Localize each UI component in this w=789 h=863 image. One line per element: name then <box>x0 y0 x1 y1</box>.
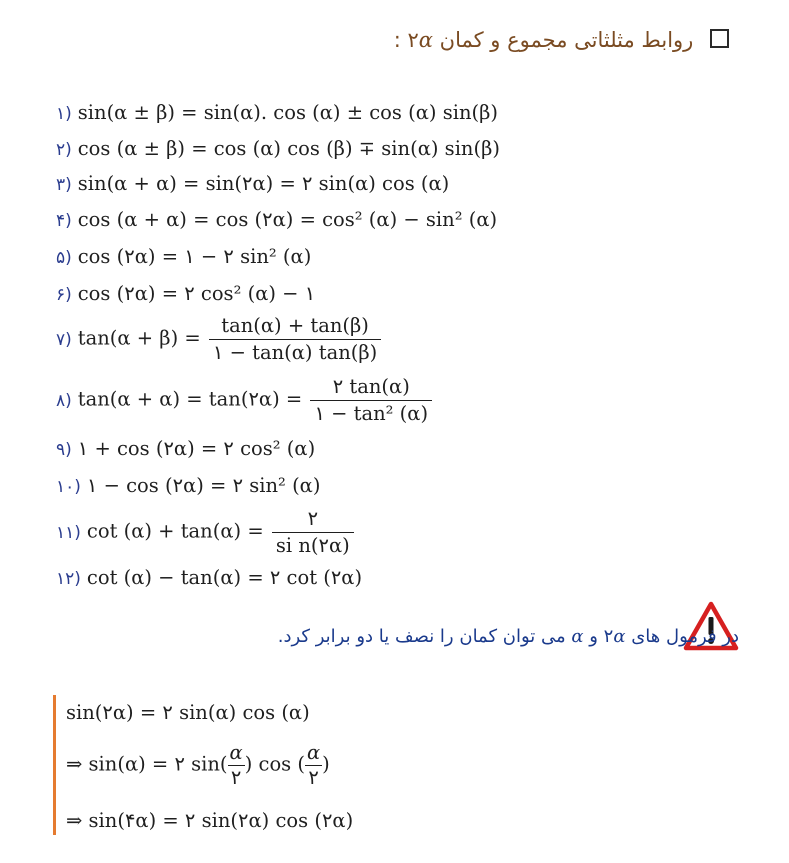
formula-text: cos (α + α) = cos (۲α) = cos² (α) − sin² (α) <box>77 208 498 231</box>
checkbox-bullet-icon <box>710 29 729 48</box>
formula-9 <box>56 439 315 459</box>
title-text: روابط مثلثاتی مجموع و کمان <box>439 28 694 52</box>
formula-text: cot (α) − tan(α) = ۲ cot (۲α) <box>86 566 363 589</box>
fraction-denominator: ۱ − tan(α) tan(β) <box>212 340 378 364</box>
note-alpha: α <box>571 626 584 647</box>
formula-number: ۷) <box>56 329 72 350</box>
formula-text: sin(α + α) = sin(۲α) = ۲ sin(α) cos (α) <box>77 172 450 195</box>
fraction <box>305 743 322 787</box>
fraction-numerator: ۲ tan(α) <box>310 377 432 401</box>
formula-lhs: cot (α) + tan(α) = <box>86 519 264 543</box>
title-colon: : <box>393 28 408 52</box>
derivation-part: ⇒ sin(α) = ۲ sin( <box>66 752 228 776</box>
formula-10 <box>56 476 320 496</box>
fraction-denominator: si n(۲α) <box>275 533 350 557</box>
formula-7 <box>56 316 383 362</box>
formula-number: ۶) <box>56 285 72 305</box>
derivation-line-2 <box>66 743 330 787</box>
formula-text: ۱ + cos (۲α) = ۲ cos² (α) <box>77 437 316 460</box>
fraction-numerator: α <box>307 741 321 764</box>
derivation-part: ) <box>322 752 330 776</box>
formula-3 <box>56 174 449 194</box>
note-part: در فرمول های <box>625 626 739 647</box>
fraction <box>310 377 432 423</box>
formula-1 <box>56 103 498 123</box>
formula-number: ۱) <box>56 104 72 124</box>
formula-6 <box>56 284 315 304</box>
page-title <box>394 28 729 52</box>
formula-text: cos (۲α) = ۲ cos² (α) − ۱ <box>77 282 316 305</box>
fraction-numerator: tan(α) + tan(β) <box>209 316 381 340</box>
formula-text: ۱ − cos (۲α) = ۲ sin² (α) <box>86 474 321 497</box>
formula-number: ۸) <box>56 390 72 411</box>
formula-2 <box>56 139 500 159</box>
formula-number: ۱۱) <box>56 522 81 543</box>
formula-text: cos (۲α) = ۱ − ۲ sin² (α) <box>77 245 312 268</box>
fraction <box>209 316 381 362</box>
formula-text: cos (α ± β) = cos (α) cos (β) ∓ sin(α) sin(β) <box>77 137 500 160</box>
formula-number: ۱۲) <box>56 569 81 589</box>
highlight-bar <box>53 695 56 835</box>
formula-number: ۲) <box>56 140 72 160</box>
fraction <box>228 743 245 787</box>
formula-12 <box>56 568 362 588</box>
fraction-denominator: ۲ <box>308 765 319 789</box>
formula-8 <box>56 377 434 423</box>
formula-number: ۹) <box>56 440 72 460</box>
formula-text: sin(α ± β) = sin(α). cos (α) ± cos (α) sin(β) <box>77 101 499 124</box>
formula-lhs: tan(α + α) = tan(۲α) = <box>77 387 303 411</box>
fraction-denominator: ۱ − tan² (α) <box>314 401 429 425</box>
derivation-line-1: sin(۲α) = ۲ sin(α) cos (α) <box>66 701 310 724</box>
formula-number: ۳) <box>56 175 72 195</box>
note-coef: ۲ <box>603 626 614 647</box>
fraction-denominator: ۲ <box>230 765 242 789</box>
note-part: می توان کمان را نصف یا دو برابر کرد. <box>277 626 572 647</box>
formula-number: ۴) <box>56 211 72 231</box>
fraction-numerator: α <box>229 741 243 764</box>
formula-5 <box>56 247 311 267</box>
fraction <box>272 509 354 555</box>
formula-number: ۵) <box>56 248 72 268</box>
derivation-part: ) cos ( <box>244 752 305 776</box>
note-alpha: α <box>613 626 626 647</box>
title-alpha: α <box>418 28 433 52</box>
note-text <box>278 626 739 647</box>
formula-4 <box>56 210 497 230</box>
formula-lhs: tan(α + β) = <box>77 326 201 350</box>
derivation-line-3: ⇒ sin(۴α) = ۲ sin(۲α) cos (۲α) <box>66 809 354 832</box>
note-part: و <box>583 626 604 647</box>
fraction-numerator: ۲ <box>272 509 354 533</box>
formula-number: ۱۰) <box>56 477 81 497</box>
formula-11 <box>56 509 356 555</box>
title-coef: ۲ <box>407 28 419 52</box>
